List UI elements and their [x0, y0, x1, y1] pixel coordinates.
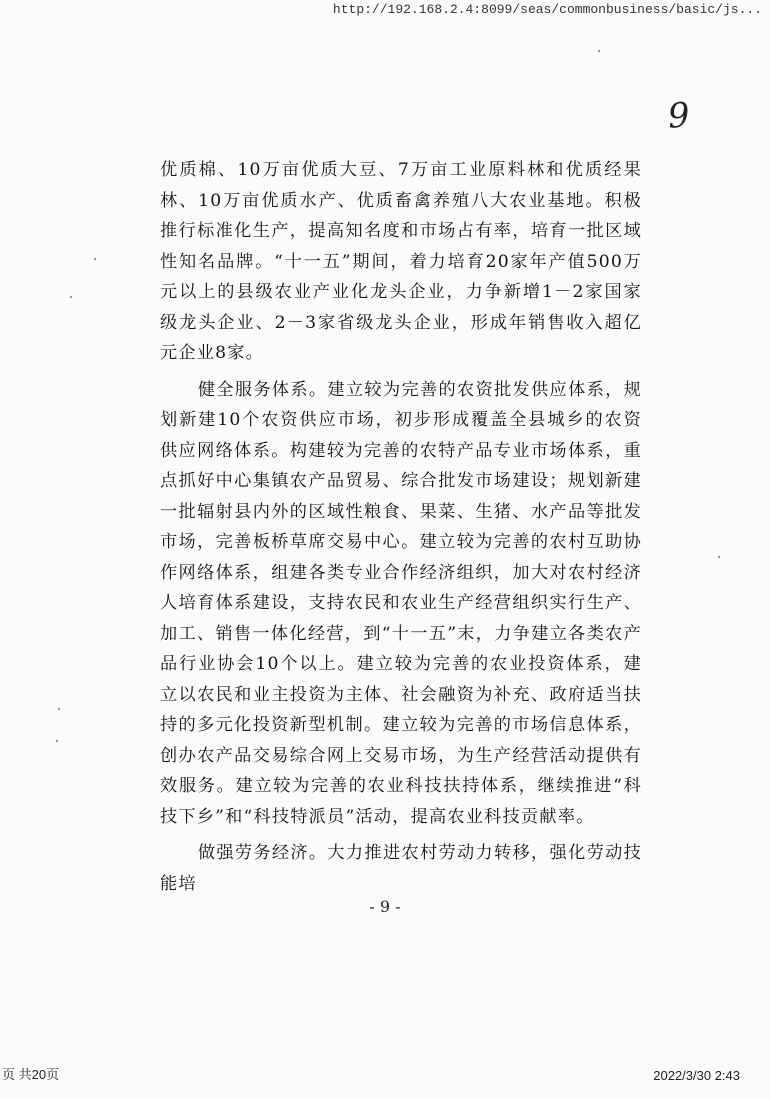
scan-speck [94, 258, 96, 260]
scan-speck [598, 50, 600, 52]
scan-speck [58, 708, 60, 710]
scan-speck [56, 740, 58, 742]
footer-page-count: 页 共20页 [2, 1067, 60, 1082]
page-number: - 9 - [369, 897, 401, 916]
paragraph: 健全服务体系。建立较为完善的农资批发供应体系，规划新建10个农资供应市场，初步形成覆盖全县城乡的农资供应网络体系。构建较为完善的农特产品专业市场体系，重点抓好中心集镇农产品贸易、综合批发市场建设；规划新建一批辐射县内外的区域性粮食、果菜、生猪、水产品等批发市场，完善板桥草席交易中心。建立较为完善的农村互助协作网络体系，组建各类专业合作经济组织，加大对农村经济人培育体系建设，支持农民和农业生产经营组织实行生产、加工、销售一体化经营，到“十一五”末，力争建立各类农产品行业协会10个以上。建立较为完善的农业投资体系，建立以农民和业主投资为主体、社会融资为补充、政府适当扶持的多元化投资新型机制。建立较为完善的市场信息体系，创办农产品交易综合网上交易市场，为生产经营活动提供有效服务。建立较为完善的农业科技扶持体系，继续推进“科技下乡”和“科技特派员”活动，提高农业科技贡献率。 [160, 379, 642, 827]
document-body [160, 155, 642, 905]
handwritten-page-number: 9 [666, 95, 692, 137]
scan-speck [70, 296, 72, 298]
paragraph: 做强劳务经济。大力推进农村劳动力转移，强化劳动技能培 [160, 843, 642, 894]
scan-speck [718, 556, 720, 558]
footer-timestamp: 2022/3/30 2:43 [653, 1068, 740, 1083]
paragraph: 优质棉、10万亩优质大豆、7万亩工业原料林和优质经果林、10万亩优质水产、优质畜禽养殖八大农业基地。积极推行标准化生产，提高知名度和市场占有率，培育一批区域性知名品牌。“十一五”期间，着力培育20家年产值500万元以上的县级农业产业化龙头企业，力争新增1－2家国家级龙头企业、2－3家省级龙头企业，形成年销售收入超亿元企业8家。 [160, 160, 642, 363]
browser-url: http://192.168.2.4:8099/seas/commonbusiness/basic/js... [332, 2, 762, 17]
